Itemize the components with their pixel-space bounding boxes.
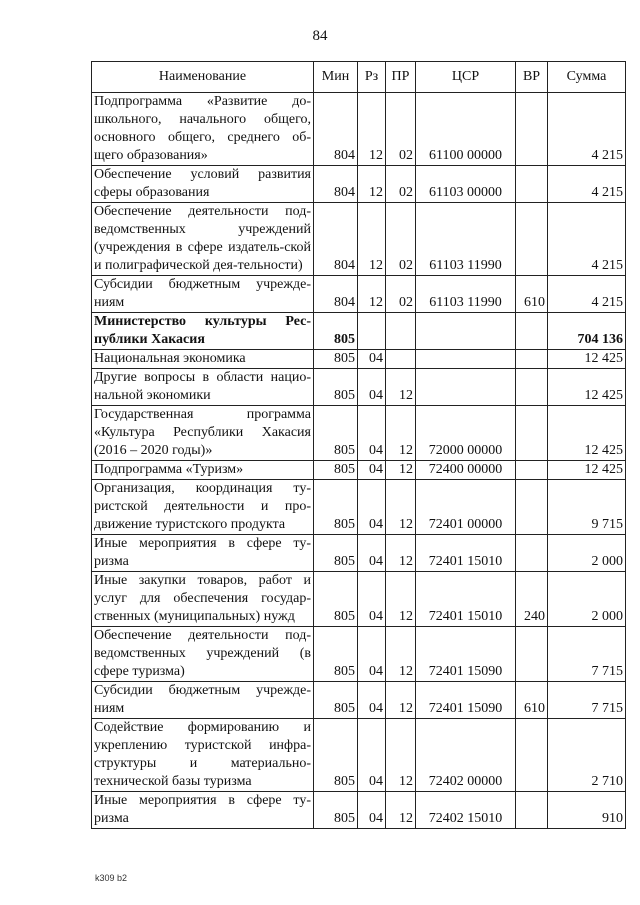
cell-csr: [416, 369, 516, 406]
cell-pr: 02: [386, 166, 416, 203]
cell-min: 805: [314, 480, 358, 535]
table-row: [92, 792, 626, 829]
cell-sum: 4 215: [548, 203, 626, 276]
cell-vr: [516, 166, 548, 203]
table-row: [92, 369, 626, 406]
cell-pr: 12: [386, 461, 416, 480]
cell-vr: [516, 369, 548, 406]
cell-csr: 72402 00000: [416, 719, 516, 792]
cell-vr: 240: [516, 572, 548, 627]
table-row: [92, 719, 626, 792]
cell-csr: 61103 00000: [416, 166, 516, 203]
cell-vr: [516, 93, 548, 166]
cell-csr: 61103 11990: [416, 276, 516, 313]
cell-vr: [516, 313, 548, 350]
cell-csr: 72401 15010: [416, 535, 516, 572]
cell-min: 804: [314, 93, 358, 166]
cell-pr: 12: [386, 682, 416, 719]
cell-sum: 4 215: [548, 166, 626, 203]
table-row: [92, 166, 626, 203]
cell-pr: 12: [386, 719, 416, 792]
cell-name: Содействие формированию и укреплению туристской инфра-структуры и материально-технической базы туризма: [92, 719, 314, 792]
cell-sum: 7 715: [548, 682, 626, 719]
cell-vr: [516, 350, 548, 369]
cell-pr: 12: [386, 627, 416, 682]
cell-rz: 04: [358, 350, 386, 369]
cell-rz: 04: [358, 572, 386, 627]
cell-rz: 04: [358, 406, 386, 461]
cell-rz: 04: [358, 369, 386, 406]
header-vr: ВР: [516, 62, 548, 93]
cell-rz: 04: [358, 461, 386, 480]
cell-name: Другие вопросы в области нацио-нальной экономики: [92, 369, 314, 406]
cell-min: 805: [314, 461, 358, 480]
header-name: Наименование: [92, 62, 314, 93]
cell-name: Обеспечение условий развития сферы образования: [92, 166, 314, 203]
cell-min: 804: [314, 166, 358, 203]
cell-vr: 610: [516, 682, 548, 719]
table-row: [92, 535, 626, 572]
cell-rz: 04: [358, 480, 386, 535]
cell-csr: 61100 00000: [416, 93, 516, 166]
cell-min: 805: [314, 369, 358, 406]
table-row: [92, 350, 626, 369]
cell-csr: [416, 350, 516, 369]
cell-pr: 12: [386, 369, 416, 406]
cell-name: Национальная экономика: [92, 350, 314, 369]
cell-name: Подпрограмма «Развитие до-школьного, начального общего, основного общего, среднего об-щего образования»: [92, 93, 314, 166]
cell-pr: 12: [386, 406, 416, 461]
header-sum: Сумма: [548, 62, 626, 93]
cell-pr: [386, 313, 416, 350]
cell-vr: [516, 406, 548, 461]
cell-min: 805: [314, 627, 358, 682]
cell-csr: 61103 11990: [416, 203, 516, 276]
cell-name: Министерство культуры Рес-публики Хакасия: [92, 313, 314, 350]
cell-rz: 12: [358, 93, 386, 166]
cell-min: 805: [314, 572, 358, 627]
cell-sum: 910: [548, 792, 626, 829]
cell-pr: 02: [386, 203, 416, 276]
cell-csr: 72401 00000: [416, 480, 516, 535]
cell-vr: 610: [516, 276, 548, 313]
cell-name: Обеспечение деятельности под-ведомственных учреждений (учреждения в сфере издатель-ской и полиграфической дея-тельности): [92, 203, 314, 276]
cell-pr: 12: [386, 792, 416, 829]
cell-rz: 12: [358, 276, 386, 313]
header-pr: ПР: [386, 62, 416, 93]
table-row: [92, 682, 626, 719]
header-csr: ЦСР: [416, 62, 516, 93]
cell-sum: 9 715: [548, 480, 626, 535]
cell-sum: 2 710: [548, 719, 626, 792]
cell-vr: [516, 792, 548, 829]
cell-pr: 12: [386, 535, 416, 572]
cell-name: Иные закупки товаров, работ и услуг для обеспечения государ-ственных (муниципальных) нужд: [92, 572, 314, 627]
cell-vr: [516, 719, 548, 792]
budget-table: [91, 61, 626, 829]
cell-rz: 12: [358, 203, 386, 276]
cell-pr: 02: [386, 93, 416, 166]
cell-min: 805: [314, 313, 358, 350]
header-row: [92, 62, 626, 93]
cell-pr: 02: [386, 276, 416, 313]
cell-name: Субсидии бюджетным учрежде-ниям: [92, 682, 314, 719]
cell-min: 805: [314, 682, 358, 719]
cell-name: Субсидии бюджетным учрежде-ниям: [92, 276, 314, 313]
cell-name: Подпрограмма «Туризм»: [92, 461, 314, 480]
table-row: [92, 480, 626, 535]
cell-vr: [516, 480, 548, 535]
cell-min: 804: [314, 203, 358, 276]
cell-sum: 12 425: [548, 350, 626, 369]
cell-min: 805: [314, 792, 358, 829]
header-rz: Рз: [358, 62, 386, 93]
table-row: [92, 93, 626, 166]
table-row: [92, 276, 626, 313]
cell-min: 804: [314, 276, 358, 313]
table-row: [92, 203, 626, 276]
table-row: [92, 627, 626, 682]
cell-csr: 72401 15090: [416, 627, 516, 682]
cell-sum: 7 715: [548, 627, 626, 682]
cell-min: 805: [314, 719, 358, 792]
cell-csr: 72400 00000: [416, 461, 516, 480]
cell-pr: 12: [386, 572, 416, 627]
cell-name: Иные мероприятия в сфере ту-ризма: [92, 792, 314, 829]
cell-rz: 04: [358, 535, 386, 572]
cell-rz: 04: [358, 792, 386, 829]
cell-sum: 4 215: [548, 276, 626, 313]
cell-sum: 12 425: [548, 406, 626, 461]
cell-min: 805: [314, 406, 358, 461]
cell-csr: 72402 15010: [416, 792, 516, 829]
cell-sum: 4 215: [548, 93, 626, 166]
cell-sum: 12 425: [548, 461, 626, 480]
cell-vr: [516, 535, 548, 572]
cell-name: Обеспечение деятельности под-ведомственных учреждений (в сфере туризма): [92, 627, 314, 682]
cell-pr: [386, 350, 416, 369]
cell-csr: 72000 00000: [416, 406, 516, 461]
table-row: [92, 572, 626, 627]
cell-vr: [516, 461, 548, 480]
cell-vr: [516, 203, 548, 276]
cell-csr: 72401 15010: [416, 572, 516, 627]
header-min: Мин: [314, 62, 358, 93]
cell-csr: 72401 15090: [416, 682, 516, 719]
footer-code: k309 b2: [95, 873, 128, 883]
cell-pr: 12: [386, 480, 416, 535]
cell-min: 805: [314, 350, 358, 369]
table-body: [92, 93, 626, 829]
cell-rz: 04: [358, 627, 386, 682]
page-number: 84: [312, 28, 328, 44]
table-row: [92, 406, 626, 461]
cell-csr: [416, 313, 516, 350]
cell-min: 805: [314, 535, 358, 572]
cell-rz: 04: [358, 719, 386, 792]
cell-sum: 2 000: [548, 535, 626, 572]
cell-sum: 704 136: [548, 313, 626, 350]
table-row: [92, 461, 626, 480]
cell-sum: 2 000: [548, 572, 626, 627]
cell-name: Государственная программа «Культура Республики Хакасия (2016 – 2020 годы)»: [92, 406, 314, 461]
cell-vr: [516, 627, 548, 682]
table-row: [92, 313, 626, 350]
cell-sum: 12 425: [548, 369, 626, 406]
cell-name: Организация, координация ту-ристской деятельности и про-движение туристского продукта: [92, 480, 314, 535]
cell-name: Иные мероприятия в сфере ту-ризма: [92, 535, 314, 572]
cell-rz: 12: [358, 166, 386, 203]
cell-rz: 04: [358, 682, 386, 719]
cell-rz: [358, 313, 386, 350]
